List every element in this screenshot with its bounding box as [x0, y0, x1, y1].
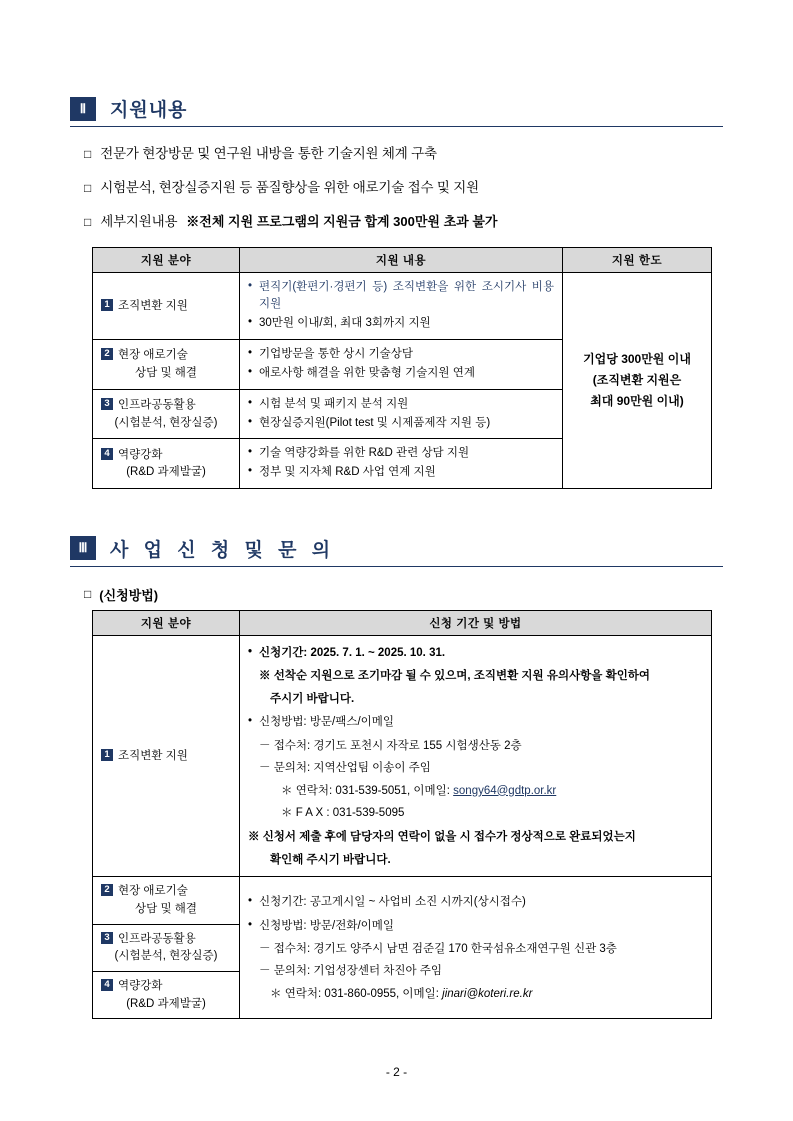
table-row: [93, 272, 712, 339]
category-label: 현장 애로기술: [118, 349, 188, 362]
category-label: 조직변환 지원: [118, 299, 188, 312]
content-cell: [240, 439, 563, 489]
bullet-item: [84, 179, 723, 198]
bullet-text: 전문가 현장방문 및 연구원 내방을 통한 기술지원 체계 구축: [100, 146, 437, 161]
content-cell: [240, 272, 563, 339]
number-badge-2: 2: [101, 348, 113, 360]
content-item: • 시험 분석 및 패키지 분석 지원: [248, 396, 554, 414]
square-bullet-icon: □: [84, 214, 92, 229]
category-label: 역량강화: [118, 979, 163, 992]
category-label: 인프라공동활용: [118, 398, 196, 411]
table-row: [93, 877, 712, 1019]
apply-note-cont: 주시기 바랍니다.: [270, 692, 355, 705]
number-badge-4: 4: [101, 448, 113, 460]
table-row: [93, 635, 712, 876]
section-3-rule: [70, 566, 723, 567]
section-2-header: [70, 95, 723, 122]
apply-reception: [248, 938, 703, 960]
category-cell: [93, 389, 240, 439]
category-sublabel: (R&D 과제발굴): [126, 997, 206, 1010]
apply-fax-text: F A X : 031-539-5095: [295, 806, 405, 819]
apply-confirm-note-cont: 확인해 주시기 바랍니다.: [270, 853, 391, 866]
square-bullet-icon: □: [84, 147, 92, 161]
category-block: [93, 925, 239, 972]
detail-label: 세부지원내용: [100, 213, 178, 229]
apply-contact: [248, 983, 703, 1005]
category-label: 조직변환 지원: [118, 749, 188, 762]
number-badge-1: 1: [101, 299, 113, 311]
section-3-header: [70, 535, 723, 562]
content-cell: [240, 340, 563, 390]
content-cell: [240, 877, 712, 1019]
col-header-field: 지원 분야: [93, 247, 240, 272]
apply-contact-text: 연락처: 031-860-0955, 이메일:: [284, 987, 439, 1000]
section-2-rule: [70, 126, 723, 127]
category-block: [93, 972, 239, 1018]
dash-marker: －: [259, 762, 271, 775]
star-marker: ＊: [281, 806, 293, 819]
apply-method-label: [84, 585, 723, 604]
category-label: 역량강화: [118, 448, 163, 461]
apply-contact: [248, 780, 703, 802]
category-sublabel: 상담 및 해결: [135, 902, 197, 915]
apply-period: • 신청기간: 2025. 7. 1. ~ 2025. 10. 31.: [248, 642, 703, 664]
category-cell: [93, 272, 240, 339]
content-item: • 기술 역량강화를 위한 R&D 관련 상담 지원: [248, 445, 554, 463]
section-3-number: Ⅲ: [70, 536, 96, 560]
category-cell: [93, 635, 240, 876]
star-marker: ＊: [281, 784, 293, 797]
table-header-row: [93, 247, 712, 272]
content-cell: [240, 635, 712, 876]
col-header-period-method: 신청 기간 및 방법: [240, 610, 712, 635]
col-header-field: 지원 분야: [93, 610, 240, 635]
bullet-item: [84, 145, 723, 164]
content-cell: [240, 389, 563, 439]
number-badge-1: 1: [101, 749, 113, 761]
star-marker: ＊: [270, 987, 282, 1000]
content-item: • 애로사항 해결을 위한 맞춤형 기술지원 연계: [248, 365, 554, 383]
col-header-content: 지원 내용: [240, 247, 563, 272]
page-number: - 2 -: [385, 1065, 408, 1079]
category-label: 현장 애로기술: [118, 885, 188, 898]
bullet-text: 시험분석, 현장실증지원 등 품질향상을 위한 애로기술 접수 및 지원: [100, 179, 479, 195]
number-badge-3: 3: [101, 932, 113, 944]
category-sublabel: 상담 및 해결: [135, 366, 197, 379]
category-group-cell: [93, 877, 240, 1019]
section-2-title: 지원내용: [110, 100, 188, 121]
category-sublabel: (시험분석, 현장실증): [114, 950, 218, 963]
apply-method: • 신청방법: 방문/전화/이메일: [248, 915, 703, 937]
dash-marker: －: [259, 943, 271, 955]
category-block: [93, 877, 239, 924]
apply-reception: [248, 735, 703, 757]
content-item: • 현장실증지원(Pilot test 및 시제품제작 지원 등): [248, 415, 554, 433]
number-badge-4: 4: [101, 979, 113, 991]
apply-method-text: (신청방법): [99, 587, 159, 603]
col-header-limit: 지원 한도: [563, 247, 712, 272]
category-cell: [93, 340, 240, 390]
apply-contact-text: 연락처: 031-539-5051, 이메일:: [295, 784, 450, 797]
table-header-row: [93, 610, 712, 635]
support-content-table: [92, 247, 712, 489]
apply-confirm-note: ※ 신청서 제출 후에 담당자의 연락이 없을 시 접수가 정상적으로 완료되었는지: [248, 831, 636, 844]
limit-line: (조직변환 지원은: [592, 372, 682, 387]
apply-period: • 신청기간: 공고게시일 ~ 사업비 소진 시까지(상시접수): [248, 891, 703, 913]
apply-fax: [248, 802, 703, 824]
apply-reception-text: 접수처: 경기도 포천시 자작로 155 시험생산동 2층: [273, 739, 522, 752]
section-3-title: 사 업 신 청 및 문 의: [110, 539, 336, 561]
dash-marker: －: [259, 739, 271, 752]
square-bullet-icon: □: [84, 180, 92, 195]
category-sublabel: (R&D 과제발굴): [126, 466, 206, 479]
content-item: • 편직기(환편기·경편기 등) 조직변환을 위한 조시기사 비용 지원: [248, 279, 554, 315]
category-cell: [93, 439, 240, 489]
application-table: [92, 610, 712, 1019]
number-badge-3: 3: [101, 398, 113, 410]
limit-line: 최대 90만원 이내): [590, 393, 684, 408]
apply-reception-text: 접수처: 경기도 양주시 남면 검준길 170 한국섬유소재연구원 신관 3층: [273, 943, 617, 955]
limit-cell: [563, 272, 712, 488]
bullet-item-detail: [84, 213, 723, 232]
section-2-number: Ⅱ: [70, 97, 96, 121]
detail-note: ※전체 지원 프로그램의 지원금 합계 300만원 초과 불가: [186, 213, 498, 229]
email-link[interactable]: songy64@gdtp.or.kr: [453, 784, 557, 797]
number-badge-2: 2: [101, 884, 113, 896]
apply-inquiry: [248, 757, 703, 779]
square-bullet-icon: □: [84, 587, 92, 602]
category-label: 인프라공동활용: [118, 932, 196, 945]
content-item: • 30만원 이내/회, 최대 3회까지 지원: [248, 315, 554, 333]
category-sublabel: (시험분석, 현장실증): [114, 416, 218, 429]
apply-note: ※ 선착순 지원으로 조기마감 될 수 있으며, 조직변환 지원 유의사항을 확인하여: [259, 670, 651, 683]
apply-inquiry: [248, 960, 703, 982]
dash-marker: －: [259, 965, 271, 978]
email-link[interactable]: jinari@koteri.re.kr: [442, 987, 533, 1000]
apply-inquiry-text: 문의처: 지역산업팀 이송이 주임: [273, 762, 431, 775]
content-item: • 기업방문을 통한 상시 기술상담: [248, 346, 554, 364]
apply-inquiry-text: 문의처: 기업성장센터 차진아 주임: [273, 965, 443, 978]
apply-method: • 신청방법: 방문/팩스/이메일: [248, 711, 703, 733]
limit-line: 기업당 300만원 이내: [583, 351, 691, 366]
content-item: • 정부 및 지자체 R&D 사업 연계 지원: [248, 464, 554, 482]
